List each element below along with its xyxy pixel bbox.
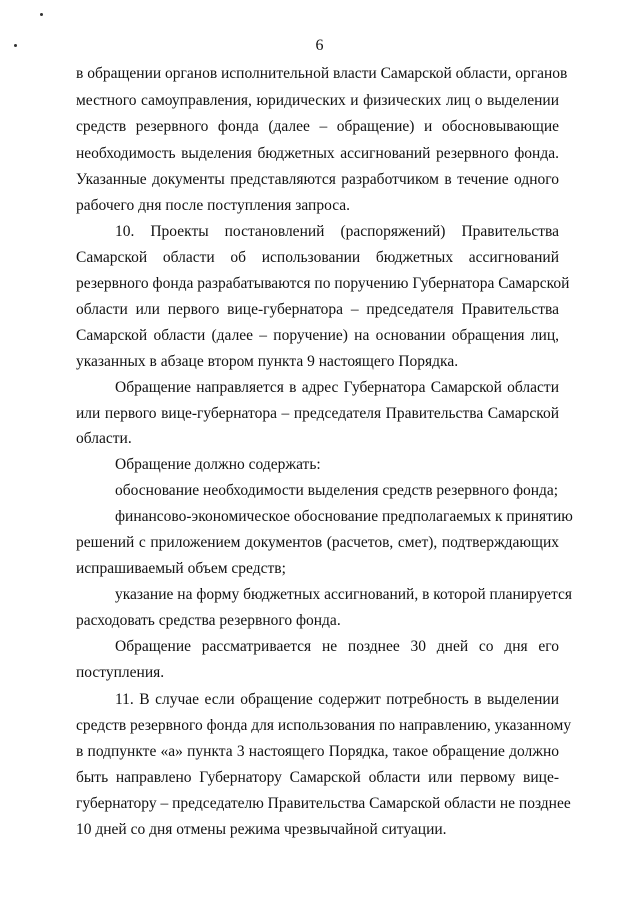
paragraph-line: необходимость выделения бюджетных ассигнований резервного фонда. (76, 145, 559, 162)
paragraph-line: финансово-экономическое обоснование предполагаемых к принятию (115, 508, 573, 525)
paragraph-line: решений с приложением документов (расчетов, смет), подтверждающих (76, 534, 559, 551)
paragraph-line: или первого вице-губернатора – председателя Правительства Самарской (76, 405, 559, 422)
paragraph-line: средств резервного фонда (далее – обращение) и обосновывающие (76, 118, 559, 135)
paragraph-line: Обращение рассматривается не позднее 30 дней со дня его (115, 638, 559, 655)
paragraph-line: 11. В случае если обращение содержит потребность в выделении (115, 691, 559, 708)
paragraph-line: указание на форму бюджетных ассигнований, в которой планируется (115, 586, 573, 603)
paragraph-line: области. (76, 430, 132, 447)
paragraph-line: губернатору – председателю Правительства Самарской области не позднее (76, 795, 571, 812)
paragraph-line: местного самоуправления, юридических и физических лиц о выделении (76, 92, 559, 109)
paragraph-line: Обращение должно содержать: (115, 456, 321, 473)
paragraph-line: поступления. (76, 664, 165, 681)
paragraph-line: Указанные документы представляются разработчиком в течение одного (76, 171, 559, 188)
paragraph-line: Обращение направляется в адрес Губернатора Самарской области (115, 379, 559, 396)
scan-mark (40, 13, 43, 16)
paragraph-line: области или первого вице-губернатора – председателя Правительства (76, 301, 559, 318)
paragraph-line: в обращении органов исполнительной власти Самарской области, органов (76, 65, 568, 82)
paragraph-line: 10. Проекты постановлений (распоряжений) Правительства (115, 223, 559, 240)
paragraph-line: 10 дней со дня отмены режима чрезвычайной ситуации. (76, 821, 447, 838)
paragraph-line: быть направлено Губернатору Самарской области или первому вице- (76, 769, 559, 786)
paragraph-line: в подпункте «а» пункта 3 настоящего Порядка, такое обращение должно (76, 743, 559, 760)
paragraph-line: расходовать средства резервного фонда. (76, 612, 341, 629)
paragraph-line: Самарской области об использовании бюджетных ассигнований (76, 249, 559, 266)
paragraph-line: Самарской области (далее – поручение) на основании обращения лиц, (76, 327, 559, 344)
paragraph-line: испрашиваемый объем средств; (76, 560, 286, 577)
paragraph-line: резервного фонда разрабатываются по поручению Губернатора Самарской (76, 275, 570, 292)
paragraph-line: указанных в абзаце втором пункта 9 настоящего Порядка. (76, 353, 459, 370)
paragraph-line: обоснование необходимости выделения средств резервного фонда; (115, 482, 559, 499)
paragraph-line: рабочего дня после поступления запроса. (76, 197, 351, 214)
page-number: 6 (315, 37, 324, 54)
paragraph-line: средств резервного фонда для использования по направлению, указанному (76, 717, 572, 734)
